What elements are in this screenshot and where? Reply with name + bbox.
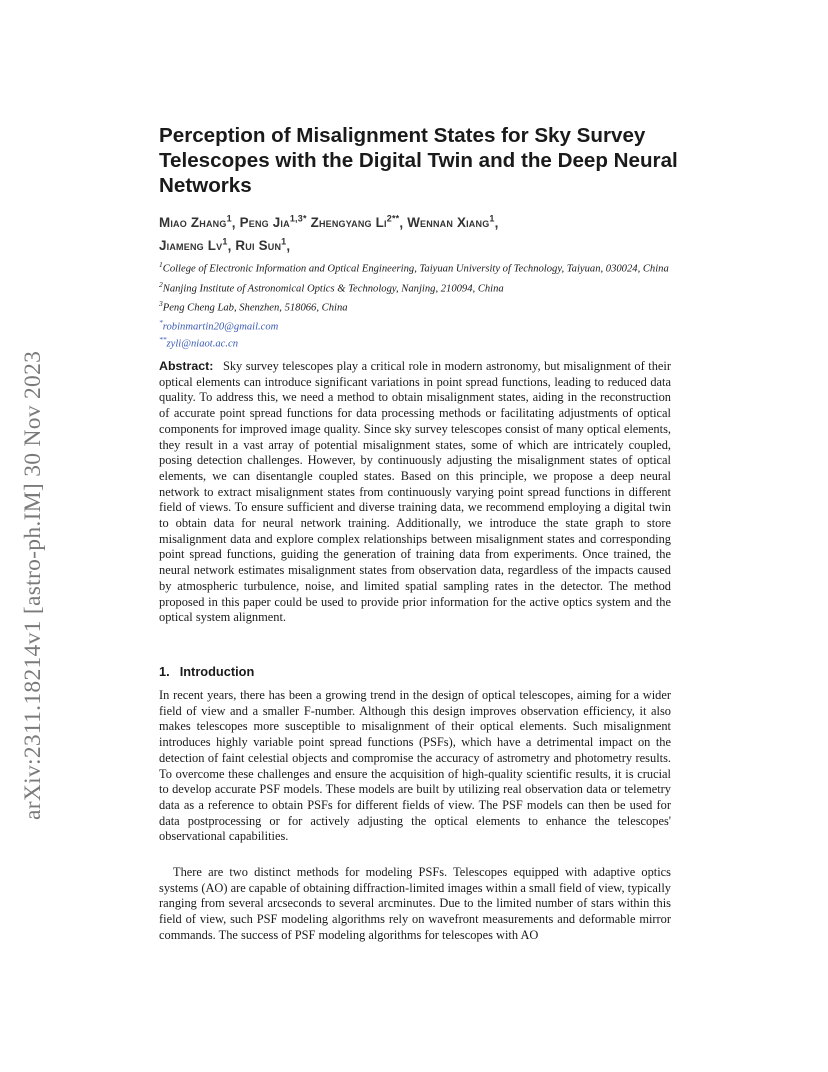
section-heading xyxy=(159,664,254,679)
paper-title: Perception of Misalignment States for Sky Survey Telescopes with the Digital Twin and the Deep Neural Networks xyxy=(159,124,678,197)
section-title: Introduction xyxy=(179,664,255,679)
affiliation: $^2$Nanjing Institute of Astronomical Optics & Technology, Nanjing, 210094, China xyxy=(159,279,504,295)
email-line: **zyli@niaot.ac.cn xyxy=(159,335,239,350)
abstract-text: Sky survey telescopes play a critical role in modern astronomy, but misalignment of their optical elements can introduce significant variations in point spread functions, leading to reduced data quality. To address this, we need a method to obtain misalignment states, aiding in the reconstruction of accurate point spread functions for data processing methods or facilitating adjustments of optical components for improved image quality. Since sky survey telescopes consist of many optical elements, they result in a vast array of potential misalignment states, some of which are intricately coupled, posing detection challenges. However, by continuously adjusting the misalignment states of optical elements, we can disentangle coupled states. Based on this principle, we propose a deep neural network to extract misalignment states from continuously varying point spread functions in different field of views. To ensure sufficient and diverse training data, we recommend employing a digital twin to obtain data for neural network training. Additionally, we introduce the state graph to store misalignment data and explore complex relationships between misalignment states and corresponding point spread functions, guiding the generation of training data from experiments. Once trained, the neural network estimates misalignment states from observation data, regardless of the impacts caused by atmospheric turbulence, noise, and limited spatial sampling rates in the detector. The method proposed in this paper could be used to provide prior information for the active optics system and the optical system alignment. xyxy=(159,359,671,625)
author: Rui Sun$^1$ xyxy=(235,236,287,254)
affiliation: $^1$College of Electronic Information and Optical Engineering, Taiyuan University of Technology, Taiyuan, 030024, China xyxy=(159,260,669,275)
author: Peng Jia$^{1,3*}$ xyxy=(239,214,307,231)
author: Jiameng Lv$^1$ xyxy=(159,236,228,254)
arxiv-identifier[interactable]: arXiv:2311.18214v1 [astro-ph.IM] 30 Nov 2023 xyxy=(20,350,46,820)
author-list: Miao Zhang$^1$, Peng Jia$^{1,3*}$ Zhengyang $Li^{2**}$, Wennan Xiang$^1$, Jiameng Lv$^1$, Rui Sun$^1$, xyxy=(159,214,499,254)
author: Zhengyang $Li^{2**}$ xyxy=(310,214,400,231)
email-link[interactable]: robinmartin20@gmail.com xyxy=(162,321,279,333)
affiliation: $^3$Peng Cheng Lab, Shenzhen, 518066, China xyxy=(159,299,348,314)
body-paragraph: In recent years, there has been a growing trend in the design of optical telescopes, aiming for a wider field of view and a smaller F-number. Although this design improves observation efficiency, it also makes telescopes more susceptible to misalignment of their optical elements. Such misalignment introduces highly variable point spread functions (PSFs), which have a detrimental impact on the detection of faint celestial objects and compromise the accuracy of astrometry and photometry results. To overcome these challenges and ensure the acquisition of high-quality scientific results, it is crucial to develop accurate PSF models. These models are built by utilizing real observation data or telemetry data as a reference to obtain PSFs for different fields of view. The PSF models can then be used for data postprocessing or for actively adjusting the optical elements to enhance the telescopes' observational capabilities. xyxy=(159,688,671,844)
section-number: 1. xyxy=(159,664,170,679)
abstract xyxy=(159,359,671,626)
body-paragraph: There are two distinct methods for modeling PSFs. Telescopes equipped with adaptive optics systems (AO) are capable of obtaining diffraction-limited images within a small field of view, typically ranging from several arcseconds to several arcminutes. Due to the limited number of stars within this field of view, such PSF modeling algorithms rely on wavefront measurements and deformable mirror commands. The success of PSF modeling algorithms for telescopes with AO xyxy=(159,865,672,942)
author: Wennan Xiang$^1$ xyxy=(407,214,495,231)
email-line: *robinmartin20@gmail.com xyxy=(159,317,279,333)
abstract-label: Abstract: xyxy=(159,359,214,373)
email-link[interactable]: zyli@niaot.ac.cn xyxy=(166,338,239,350)
author: Miao Zhang$^1$ xyxy=(159,214,232,231)
affiliation-list xyxy=(159,257,674,351)
